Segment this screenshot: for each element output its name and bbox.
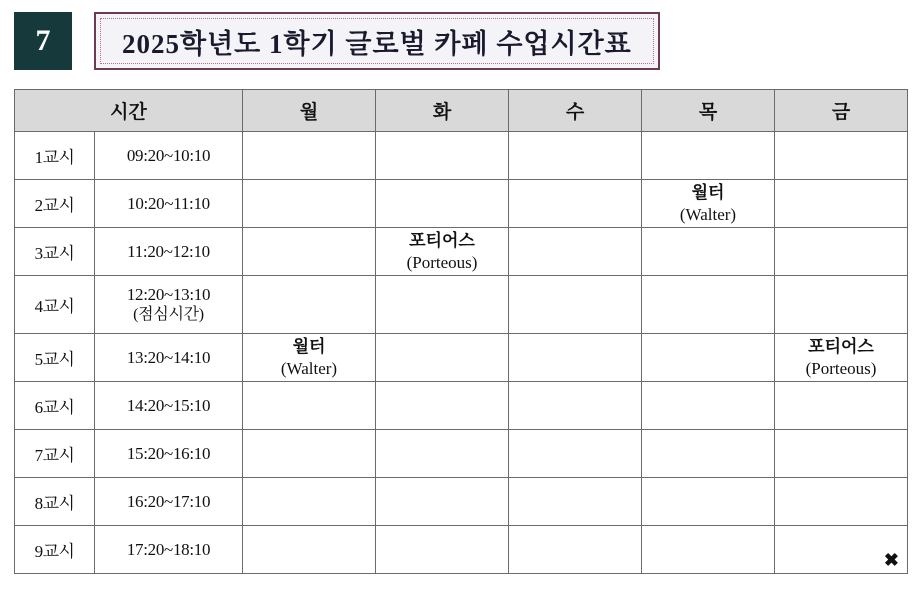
teacher-entry [243, 336, 375, 380]
schedule-cell-thu[interactable] [642, 276, 775, 334]
schedule-cell-mon[interactable] [243, 276, 376, 334]
teacher-name-en: (Walter) [679, 204, 737, 224]
period-label: 2교시 [15, 180, 95, 228]
column-header-thu: 목 [642, 90, 775, 132]
time-range-text: 10:20~11:10 [127, 193, 210, 213]
schedule-cell-tue[interactable] [376, 180, 509, 228]
schedule-cell-wed[interactable] [509, 228, 642, 276]
schedule-cell-mon[interactable] [243, 430, 376, 478]
schedule-cell-wed[interactable] [509, 478, 642, 526]
column-header-mon: 월 [243, 90, 376, 132]
time-range-text: 11:20~12:10 [127, 241, 210, 261]
teacher-entry [642, 182, 774, 226]
schedule-cell-thu[interactable] [642, 180, 775, 228]
teacher-name-ko: 포티어스 [808, 336, 874, 356]
schedule-cell-mon[interactable] [243, 478, 376, 526]
schedule-cell-thu[interactable] [642, 132, 775, 180]
schedule-cell-thu[interactable] [642, 382, 775, 430]
time-range-text: 13:20~14:10 [126, 347, 211, 367]
time-range [95, 180, 243, 228]
period-label: 7교시 [15, 430, 95, 478]
table-row [15, 430, 908, 478]
title-box [94, 12, 660, 70]
time-range-text: 09:20~10:10 [126, 145, 211, 165]
schedule-cell-fri[interactable] [775, 132, 908, 180]
teacher-entry [775, 336, 907, 380]
teacher-name-en: (Porteous) [406, 252, 478, 272]
table-row [15, 228, 908, 276]
column-header-tue: 화 [376, 90, 509, 132]
table-row [15, 334, 908, 382]
period-label: 5교시 [15, 334, 95, 382]
schedule-cell-fri[interactable] [775, 334, 908, 382]
time-range [95, 276, 243, 334]
schedule-cell-wed[interactable] [509, 430, 642, 478]
time-note: (점심시간) [133, 306, 204, 324]
teacher-name-ko: 포티어스 [409, 230, 475, 250]
schedule-cell-thu[interactable] [642, 526, 775, 574]
time-range [95, 526, 243, 574]
schedule-cell-tue[interactable] [376, 132, 509, 180]
schedule-cell-tue[interactable] [376, 526, 509, 574]
schedule-cell-wed[interactable] [509, 132, 642, 180]
teacher-name-en: (Walter) [280, 358, 338, 378]
period-label: 8교시 [15, 478, 95, 526]
section-number-badge: 7 [14, 12, 72, 70]
teacher-name-ko: 월터 [691, 182, 725, 202]
period-label: 6교시 [15, 382, 95, 430]
schedule-cell-fri[interactable] [775, 478, 908, 526]
header-row [15, 90, 908, 132]
schedule-cell-fri[interactable] [775, 276, 908, 334]
cancel-x-icon: ✖ [883, 549, 899, 570]
schedule-cell-wed[interactable] [509, 526, 642, 574]
column-header-fri: 금 [775, 90, 908, 132]
teacher-name-en: (Porteous) [805, 358, 877, 378]
schedule-cell-mon[interactable] [243, 180, 376, 228]
column-header-time: 시간 [15, 90, 243, 132]
schedule-cell-tue[interactable] [376, 430, 509, 478]
schedule-cell-mon[interactable] [243, 228, 376, 276]
timetable [14, 89, 908, 574]
period-label: 9교시 [15, 526, 95, 574]
time-range-text: 15:20~16:10 [126, 443, 211, 463]
table-row [15, 526, 908, 574]
schedule-cell-wed[interactable] [509, 276, 642, 334]
schedule-cell-wed[interactable] [509, 180, 642, 228]
time-range-text: 17:20~18:10 [126, 539, 211, 559]
schedule-cell-tue[interactable] [376, 382, 509, 430]
schedule-cell-tue[interactable] [376, 228, 509, 276]
table-row [15, 478, 908, 526]
schedule-cell-wed[interactable] [509, 382, 642, 430]
schedule-cell-tue[interactable] [376, 334, 509, 382]
schedule-cell-thu[interactable] [642, 228, 775, 276]
timetable-container [14, 89, 906, 574]
page-title: 2025학년도 1학기 글로벌 카페 수업시간표 [122, 28, 632, 59]
schedule-cell-fri[interactable] [775, 430, 908, 478]
schedule-cell-mon[interactable] [243, 132, 376, 180]
teacher-name-ko: 월터 [292, 336, 326, 356]
schedule-cell-mon[interactable] [243, 526, 376, 574]
period-label: 4교시 [15, 276, 95, 334]
schedule-cell-thu[interactable] [642, 478, 775, 526]
time-range [95, 478, 243, 526]
document-header [14, 12, 660, 70]
schedule-cell-fri[interactable] [775, 228, 908, 276]
schedule-cell-thu[interactable] [642, 334, 775, 382]
table-row [15, 132, 908, 180]
schedule-cell-mon[interactable] [243, 334, 376, 382]
time-range-text: 16:20~17:10 [126, 491, 211, 511]
period-label: 3교시 [15, 228, 95, 276]
schedule-cell-fri[interactable] [775, 526, 908, 574]
time-range [95, 430, 243, 478]
time-range [95, 382, 243, 430]
table-row [15, 180, 908, 228]
time-range-text: 14:20~15:10 [126, 395, 211, 415]
timetable-head [15, 90, 908, 132]
schedule-cell-thu[interactable] [642, 430, 775, 478]
period-label: 1교시 [15, 132, 95, 180]
time-range [95, 132, 243, 180]
schedule-cell-tue[interactable] [376, 478, 509, 526]
column-header-wed: 수 [509, 90, 642, 132]
schedule-cell-wed[interactable] [509, 334, 642, 382]
schedule-cell-fri[interactable] [775, 382, 908, 430]
time-range [95, 228, 243, 276]
schedule-cell-fri[interactable] [775, 180, 908, 228]
schedule-cell-tue[interactable] [376, 276, 509, 334]
table-row [15, 276, 908, 334]
timetable-body [15, 132, 908, 574]
teacher-entry [376, 230, 508, 274]
table-row [15, 382, 908, 430]
time-range [95, 334, 243, 382]
schedule-cell-mon[interactable] [243, 382, 376, 430]
time-range-text: 12:20~13:10 [126, 284, 211, 304]
